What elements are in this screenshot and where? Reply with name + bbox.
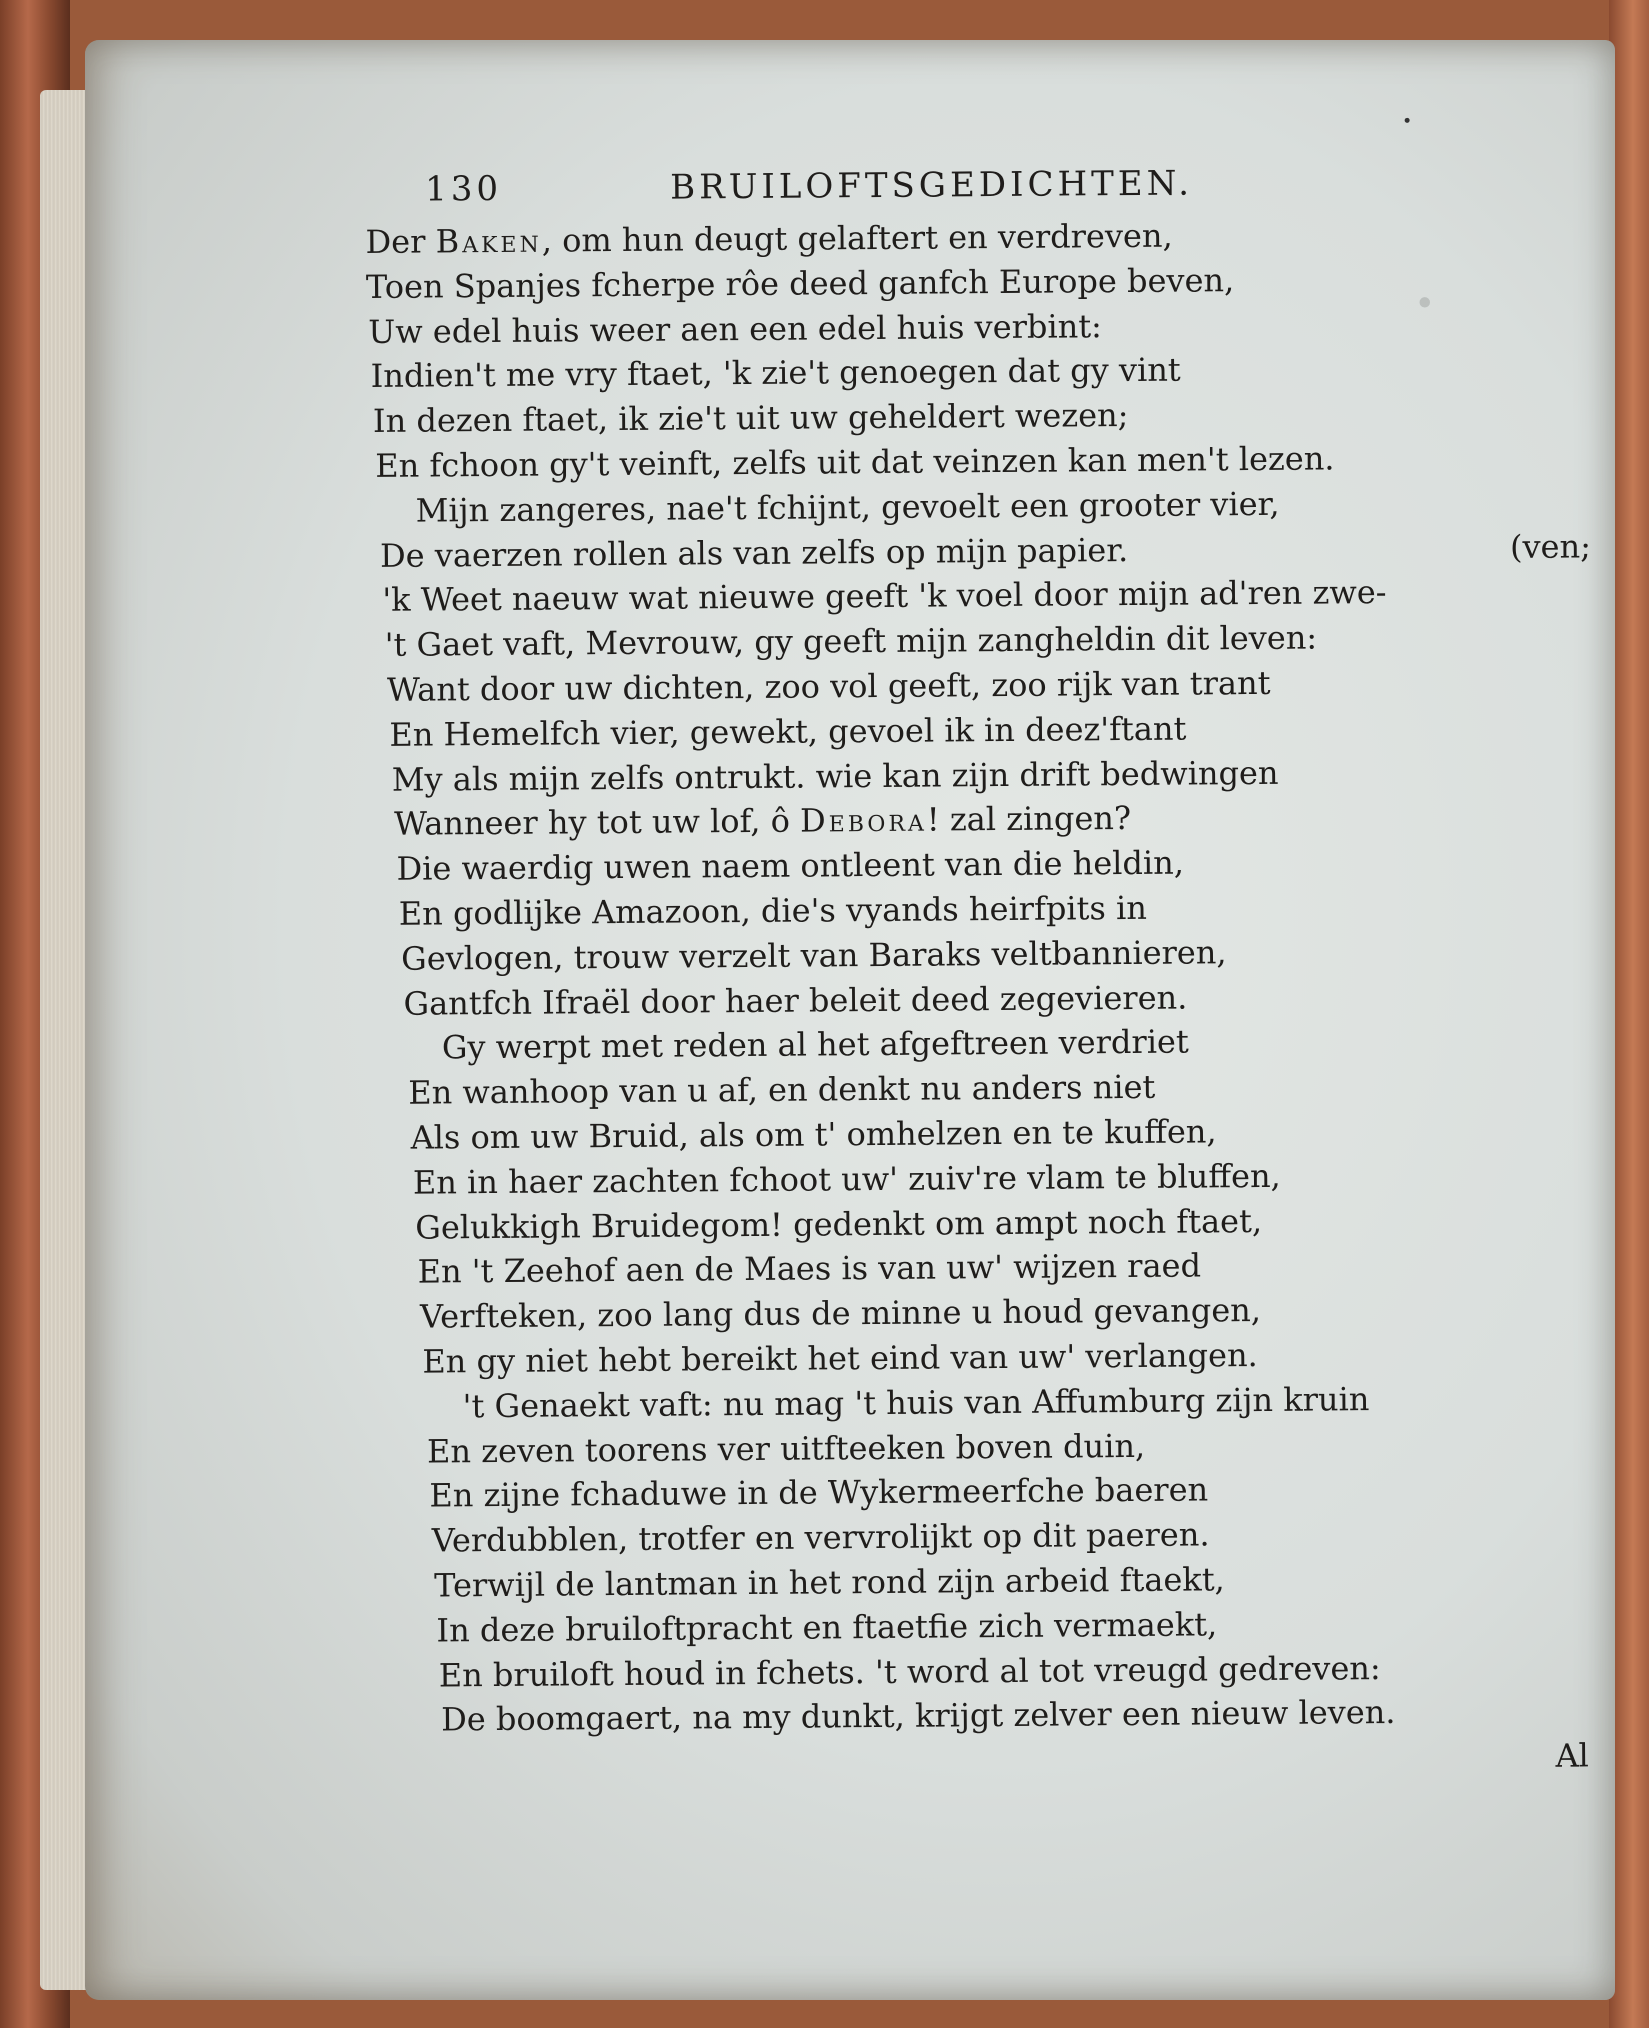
printer-mark (1405, 118, 1410, 123)
poem-line-text (420, 1288, 1261, 1339)
poem-line-text (427, 1423, 1145, 1473)
text-run: Verdubblen, trotfer en vervrolijkt op dit paeren. (431, 1515, 1210, 1560)
page-text-block (365, 160, 1628, 1788)
poem-line-text (408, 1065, 1155, 1116)
poem-line-text (439, 1646, 1381, 1698)
poem-line-text (399, 886, 1147, 937)
text-run: Wanneer hy tot uw lof, ô (393, 801, 801, 844)
small-caps-name: Baken (435, 221, 542, 261)
poem-line-text (396, 841, 1184, 892)
poem-line-text (432, 1513, 1210, 1564)
text-run: In deze bruiloftpracht en ftaetfie zich vermaekt, (436, 1605, 1218, 1650)
poem-line-text (415, 1199, 1262, 1250)
text-run: Die waerdig uwen naem ontleent van die heldin, (396, 843, 1185, 888)
text-run: My als mijn zelfs ontrukt. wie kan zijn drift bedwingen (391, 753, 1279, 799)
poem-line (377, 1733, 1627, 1788)
text-run: En bruiloft houd in fchets. 't word al tot vreugd gedreven: (438, 1648, 1381, 1694)
text-run: De vaerzen rollen als van zelfs op mijn papier. (379, 530, 1129, 575)
text-run: En gy niet hebt bereikt het eind van uw' verlangen. (422, 1335, 1258, 1381)
poem-line-text (366, 258, 1235, 310)
text-run: Toen Spanjes fcherpe rôe deed ganfch Europe beven, (365, 260, 1235, 306)
poem-line-text (368, 304, 1102, 355)
text-run: En in haer zachten fchoot uw' zuiv're vlam te bluffen, (412, 1156, 1281, 1202)
poem-line-text (401, 930, 1227, 981)
small-caps-name: Debora (799, 800, 927, 840)
book-page (85, 40, 1615, 2000)
text-run: En godlijke Amazoon, die's vyands heirfpits in (398, 888, 1148, 933)
text-run: En fchoon gy't veinft, zelfs uit dat veinzen kan men't lezen. (375, 439, 1335, 485)
poem-line-text (370, 348, 1180, 399)
poem-line-text (387, 661, 1271, 713)
text-run: 'k Weet naeuw wat nieuwe geeft 'k voel door mijn ad'ren zwe- (382, 573, 1387, 620)
show-through-text: · (1415, 270, 1435, 336)
poem-line-text (365, 214, 1172, 265)
poem-line-text (385, 616, 1318, 668)
text-run: Want door uw dichten, zoo vol geeft, zoo rijk van trant (386, 663, 1271, 709)
line-continuation: (ven; (1509, 526, 1592, 566)
poem-line-text (380, 528, 1129, 579)
page-number: 130 (424, 168, 503, 210)
poem-line-text (394, 796, 1131, 847)
poem-line-text (403, 975, 1187, 1026)
text-run: Gy werpt met reden al het afgeftreen verdriet (441, 1022, 1189, 1067)
text-run: En 't Zeehof aen de Maes is van uw' wijzen raed (417, 1246, 1202, 1291)
text-run: En zijne fchaduwe in de Wykermeerfche baeren (429, 1470, 1209, 1515)
text-run: Indien't me vry ftaet, 'k zie't genoegen dat gy vint (370, 350, 1181, 396)
text-run: Terwijl de lantman in het rond zijn arbeid ftaekt, (433, 1560, 1225, 1605)
poem-line-text (382, 570, 1386, 623)
poem-line-text (389, 706, 1186, 757)
running-title: BRUILOFTSGEDICHTEN. (669, 163, 1194, 208)
text-run: ! zal zingen? (926, 799, 1132, 839)
text-run: Gelukkigh Bruidegom! gedenkt om ampt noch ftaet, (415, 1201, 1263, 1247)
poem-line-text (441, 1690, 1396, 1742)
poem-line-text (410, 1109, 1216, 1160)
text-run: En zeven toorens ver uitfteeken boven duin, (426, 1426, 1146, 1471)
text-run: Uw edel huis weer aen een edel huis verbint: (368, 306, 1103, 351)
text-run: Verfteken, zoo lang dus de minne u houd gevangen, (419, 1291, 1262, 1336)
poem-line-text (436, 1602, 1217, 1653)
text-run: Gevlogen, trouw verzelt van Baraks veltbannieren, (401, 933, 1227, 978)
text-run: 't Gaet vaft, Mevrouw, gy geeft mijn zangheldin dit leven: (384, 618, 1318, 665)
text-run: En wanhoop van u af, en denkt nu anders niet (408, 1067, 1156, 1112)
text-run: 't Genaekt vaft: nu mag 't huis van Affumburg zijn kruin (462, 1379, 1370, 1425)
text-run: In dezen ftaet, ik zie't uit uw geheldert wezen; (372, 396, 1129, 441)
poem-line-text (413, 1154, 1281, 1206)
text-run: Als om uw Bruid, als om t' omhelzen en te kuffen, (410, 1112, 1217, 1157)
poem-line-text (373, 393, 1129, 444)
poem-line-text (375, 436, 1335, 488)
poem-line-text (463, 1377, 1370, 1429)
text-run: De boomgaert, na my dunkt, krijgt zelver een nieuw leven. (441, 1693, 1396, 1739)
poem-text (365, 210, 1627, 1788)
text-run: Mijn zangeres, nae't fchijnt, gevoelt een grooter vier, (415, 484, 1280, 530)
text-run: , om hun deugt gelaftert en verdreven, (541, 216, 1173, 260)
text-run: En Hemelfch vier, gewekt, gevoel ik in deez'ftant (389, 709, 1187, 754)
poem-line-text (416, 482, 1280, 534)
line-continuation: Al (1555, 1736, 1589, 1775)
text-run: Der (365, 222, 436, 261)
poem-line-text (434, 1557, 1225, 1608)
poem-line-text (429, 1468, 1208, 1519)
poem-line-text (442, 1020, 1189, 1071)
poem-line-text (422, 1333, 1258, 1384)
text-run: Gantfch Ifraël door haer beleit deed zegevieren. (403, 978, 1188, 1023)
poem-line-text (392, 750, 1279, 802)
poem-line-text (417, 1244, 1201, 1295)
